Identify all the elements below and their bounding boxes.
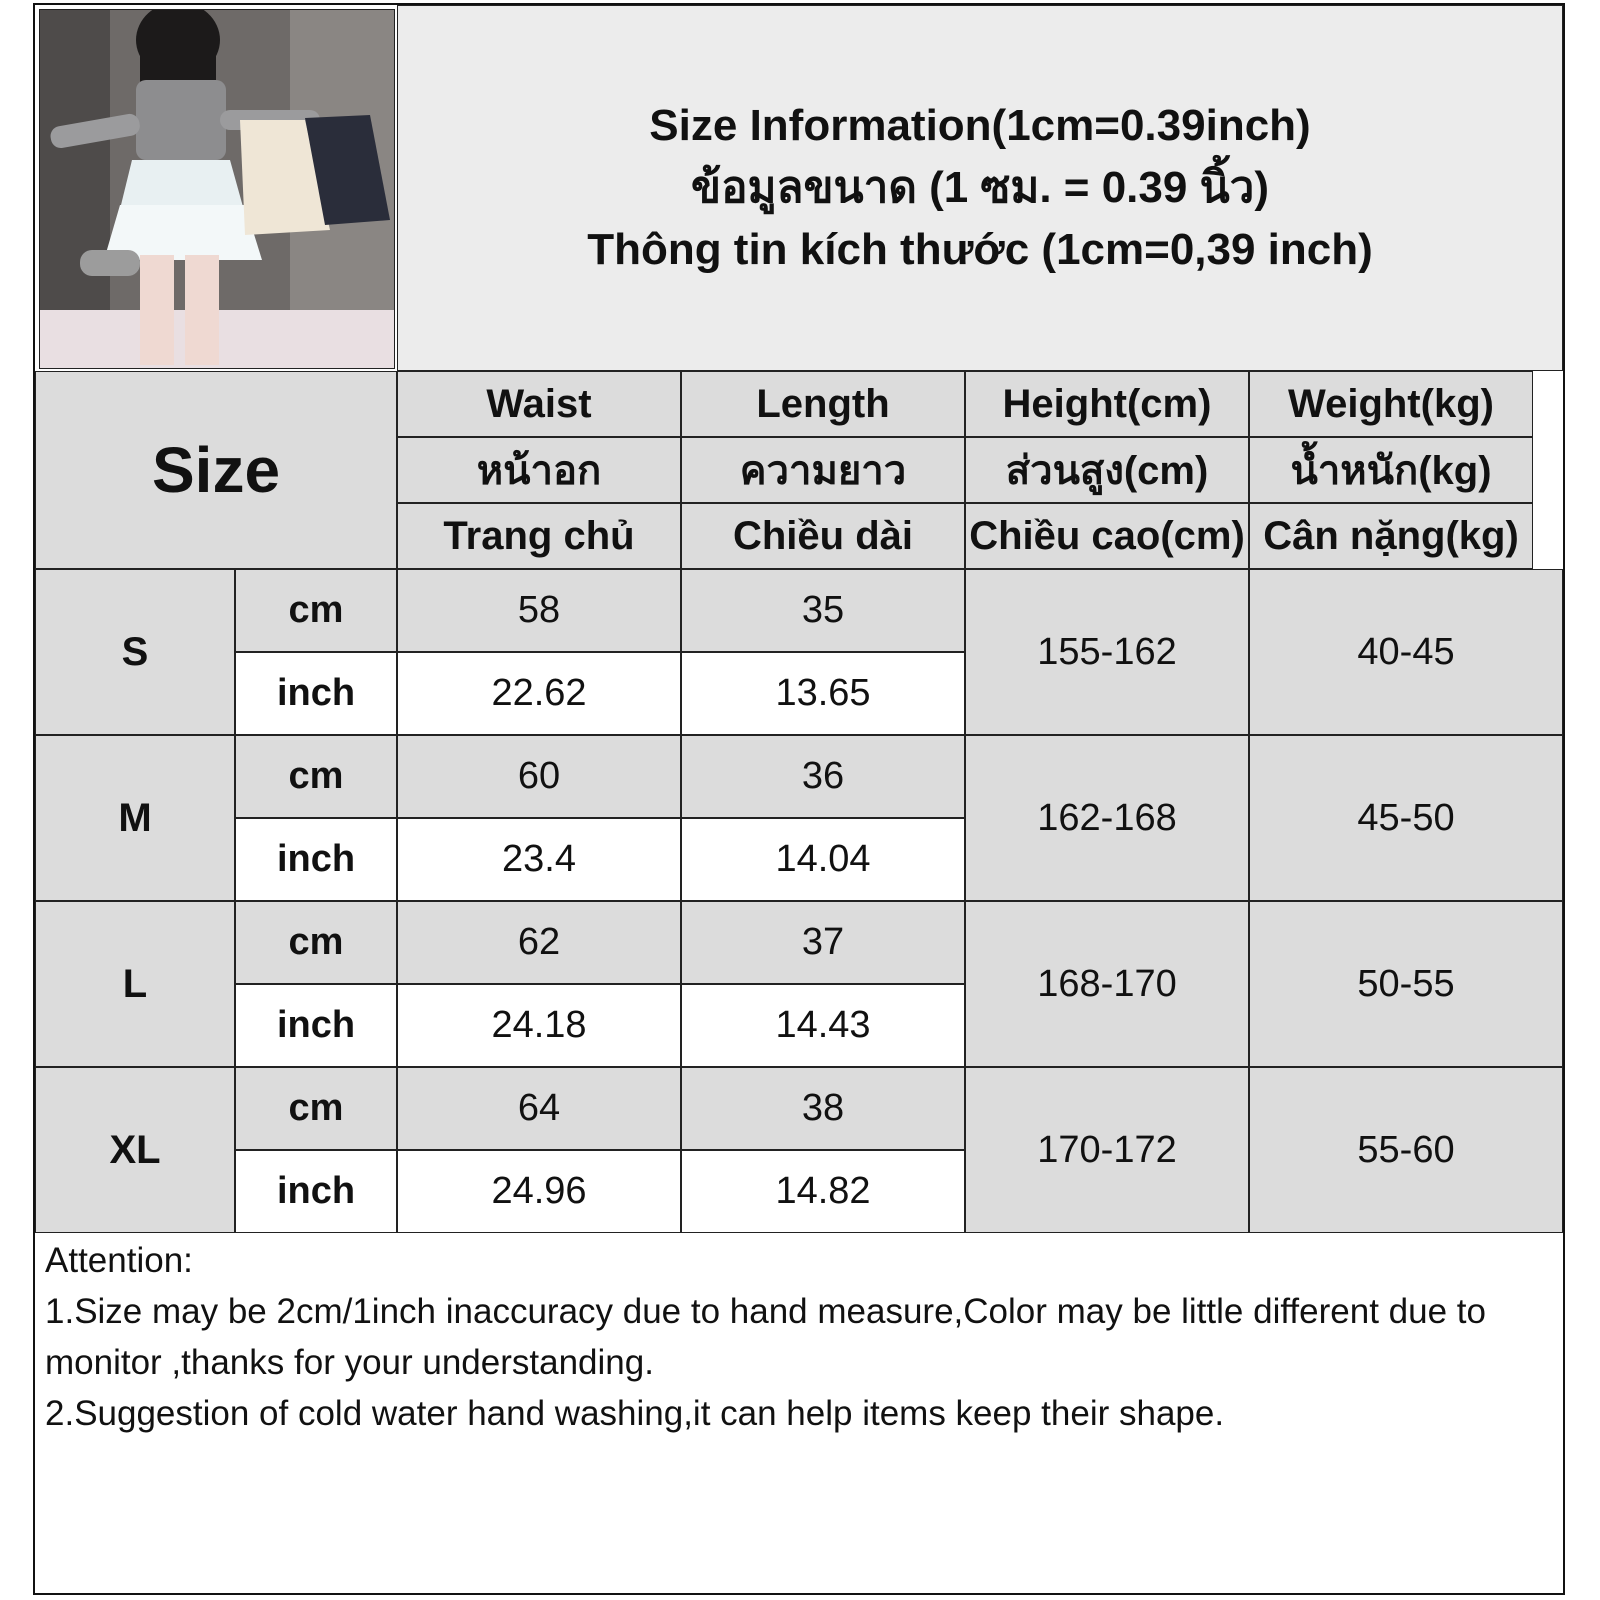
size-label-s: S xyxy=(35,569,235,735)
header-waist-en: Waist xyxy=(397,371,681,437)
waist-inch: 24.96 xyxy=(397,1150,681,1233)
header-height-th: ส่วนสูง(cm) xyxy=(965,437,1249,503)
title-english: Size Information(1cm=0.39inch) xyxy=(649,101,1311,150)
height-range: 170-172 xyxy=(965,1067,1249,1233)
product-photo xyxy=(39,9,395,369)
waist-cm: 62 xyxy=(397,901,681,984)
height-range: 168-170 xyxy=(965,901,1249,1067)
unit-inch: inch xyxy=(235,652,397,735)
header-weight-th: น้ำหนัก(kg) xyxy=(1249,437,1533,503)
header-waist-th: หน้าอก xyxy=(397,437,681,503)
length-cm: 38 xyxy=(681,1067,965,1150)
unit-cm: cm xyxy=(235,901,397,984)
attention-item-1: 1.Size may be 2cm/1inch inaccuracy due to hand measure,Color may be little different due to monitor ,thanks for your understanding. xyxy=(45,1292,1486,1382)
weight-range: 45-50 xyxy=(1249,735,1563,901)
unit-inch: inch xyxy=(235,984,397,1067)
size-label-m: M xyxy=(35,735,235,901)
length-cm: 35 xyxy=(681,569,965,652)
length-inch: 14.43 xyxy=(681,984,965,1067)
attention-heading: Attention: xyxy=(45,1241,193,1280)
length-inch: 14.82 xyxy=(681,1150,965,1233)
unit-cm: cm xyxy=(235,735,397,818)
title-block xyxy=(397,5,1563,371)
waist-cm: 60 xyxy=(397,735,681,818)
length-cm: 37 xyxy=(681,901,965,984)
attention-item-2: 2.Suggestion of cold water hand washing,it can help items keep their shape. xyxy=(45,1394,1225,1433)
height-range: 155-162 xyxy=(965,569,1249,735)
unit-inch: inch xyxy=(235,1150,397,1233)
size-chart xyxy=(33,3,1565,1595)
height-range: 162-168 xyxy=(965,735,1249,901)
length-cm: 36 xyxy=(681,735,965,818)
attention-notes xyxy=(35,1231,1563,1593)
waist-inch: 24.18 xyxy=(397,984,681,1067)
length-inch: 13.65 xyxy=(681,652,965,735)
header-waist-vi: Trang chủ xyxy=(397,503,681,569)
size-header: Size xyxy=(35,371,397,569)
waist-cm: 64 xyxy=(397,1067,681,1150)
waist-inch: 22.62 xyxy=(397,652,681,735)
waist-cm: 58 xyxy=(397,569,681,652)
header-weight-vi: Cân nặng(kg) xyxy=(1249,503,1533,569)
length-inch: 14.04 xyxy=(681,818,965,901)
size-label-l: L xyxy=(35,901,235,1067)
header-length-vi: Chiều dài xyxy=(681,503,965,569)
header-length-en: Length xyxy=(681,371,965,437)
title-thai: ข้อมูลขนาด (1 ซม. = 0.39 นิ้ว) xyxy=(690,163,1269,212)
size-label-xl: XL xyxy=(35,1067,235,1233)
unit-inch: inch xyxy=(235,818,397,901)
photo-illustration xyxy=(40,10,395,369)
header-length-th: ความยาว xyxy=(681,437,965,503)
waist-inch: 23.4 xyxy=(397,818,681,901)
header-height-vi: Chiều cao(cm) xyxy=(965,503,1249,569)
weight-range: 40-45 xyxy=(1249,569,1563,735)
title-vietnamese: Thông tin kích thước (1cm=0,39 inch) xyxy=(587,225,1373,274)
weight-range: 50-55 xyxy=(1249,901,1563,1067)
weight-range: 55-60 xyxy=(1249,1067,1563,1233)
unit-cm: cm xyxy=(235,569,397,652)
header-weight-en: Weight(kg) xyxy=(1249,371,1533,437)
unit-cm: cm xyxy=(235,1067,397,1150)
header-height-en: Height(cm) xyxy=(965,371,1249,437)
